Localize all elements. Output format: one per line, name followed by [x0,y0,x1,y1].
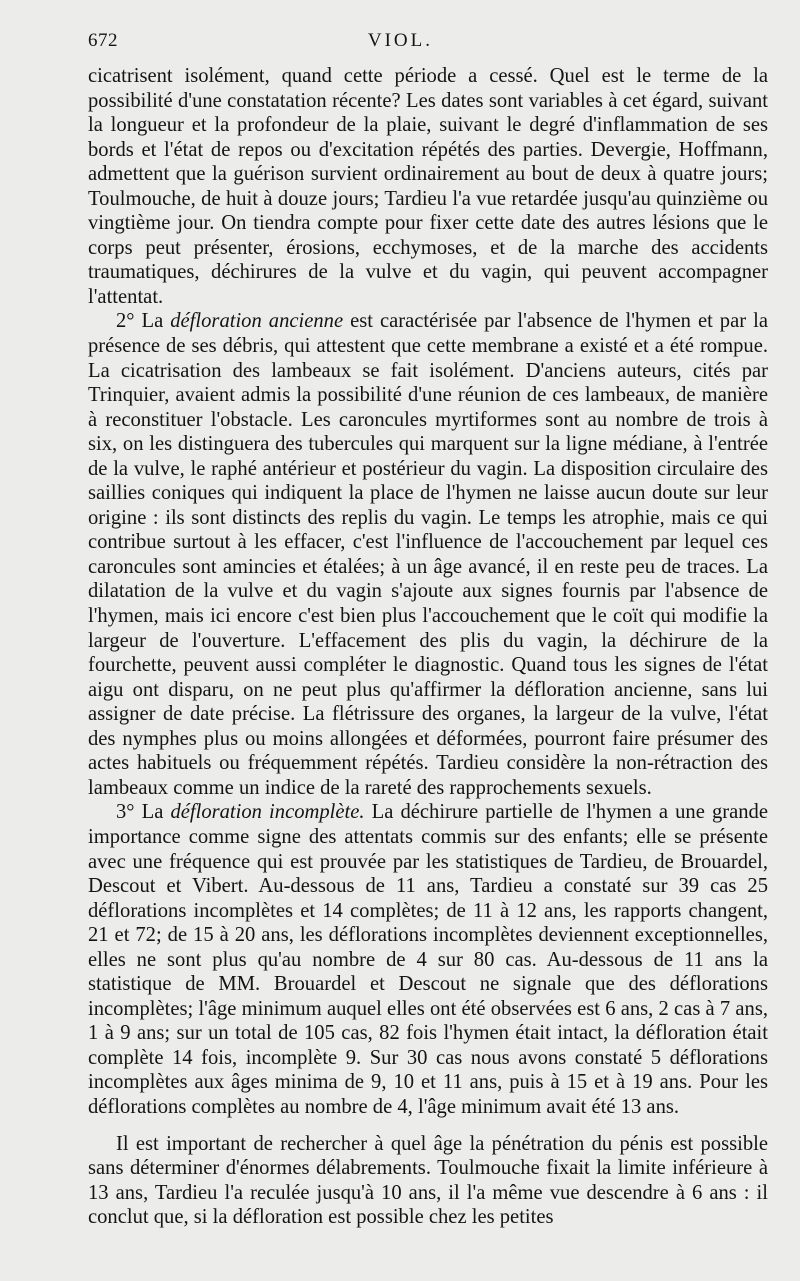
paragraph-incomplete-defloration [88,800,768,1119]
paragraph-continuation: cicatrisent isolément, quand cette période a cessé. Quel est le terme de la possibilité d'une constatation récente? Les dates sont variables à cet égard, suivant la longueur et la profondeur de la plaie, suivant le degré d'inflammation de ses bords et l'état de repos ou d'excitation répétés des parties. Devergie, Hoffmann, admettent que la guérison survient ordinairement au bout de deux à quatre jours; Toulmouche, de huit à douze jours; Tardieu l'a vue retardée jusqu'au quinzième ou vingtième jour. On tiendra compte pour fixer cette date des autres lésions que le corps peut présenter, érosions, ecchymoses, et de la marche des accidents traumatiques, déchirures de la vulve et du vagin, qui peuvent accompagner l'attentat. [88,65,768,308]
section-term: défloration incomplète. [170,801,365,824]
paragraph-text: est caractérisée par l'absence de l'hymen et par la présence de ses débris, qui attestent que cette membrane a existé et a été rompue. La cicatrisation des lambeaux se fait isolément. D'anciens auteurs, cités par Trinquier, avaient admis la possibilité d'une réunion de ces lambeaux, de manière à reconstituer l'obstacle. Les caroncules myrtiformes sont au nombre de trois à six, on les distinguera des tubercules qui marquent sur la ligne médiane, à l'entrée de la vulve, le raphé antérieur et postérieur du vagin. La disposition circulaire des saillies coniques qui indiquent la place de l'hymen ne laisse aucun doute sur leur origine : ils sont distincts des replis du vagin. Le temps les atrophie, mais ce qui contribue surtout à les effacer, c'est l'influence de l'accouchement par lequel ces caroncules sont amincies et étalées; à un âge avancé, il en reste peu de traces. La dilatation de la vulve et du vagin s'ajoute aux signes fournis par l'absence de l'hymen, mais ici encore c'est bien plus l'accouchement que le coït qui modifie la largeur de l'ouverture. L'effacement des plis du vagin, la déchirure de la fourchette, peuvent aussi compléter le diagnostic. Quand tous les signes de l'état aigu ont disparu, on ne peut plus qu'affirmer la défloration ancienne, sans lui assigner de date précise. La flétrissure des organes, la largeur de la vulve, l'état des nymphes plus ou moins allongées et déformées, pourront faire présumer des actes habituels ou fréquemment répétés. Tardieu considère la non-rétraction des lambeaux comme un indice de la rareté des rapprochements sexuels. [88,310,768,799]
paragraph-old-defloration [88,309,768,800]
section-number: 2° La [116,310,171,333]
section-term: défloration ancienne [170,310,344,333]
paragraph-age-penetration: Il est important de rechercher à quel âge la pénétration du pénis est possible sans déterminer d'énormes délabrements. Toulmouche fixait la limite inférieure à 13 ans, Tardieu l'a reculée jusqu'à 10 ans, il l'a même vue descendre à 6 ans : il conclut que, si la défloration est possible chez les petites [88,1132,768,1229]
section-number: 3° La [116,801,171,824]
paragraph-text: La déchirure partielle de l'hymen a une grande importance comme signe des attentats commis sur des enfants; elle se présente avec une fréquence qui est prouvée par les statistiques de Tardieu, de Brouardel, Descout et Vibert. Au-dessous de 11 ans, Tardieu a constaté sur 39 cas 25 déflorations incomplètes et 14 complètes; de 11 à 12 ans, les rapports changent, 21 et 72; de 15 à 20 ans, les déflorations incomplètes deviennent exceptionnelles, elles ne sont plus qu'au nombre de 4 sur 80 cas. Au-dessous de 11 ans la statistique de MM. Brouardel et Descout ne signale que des déflorations incomplètes; l'âge minimum auquel elles ont été observées est 6 ans, 2 cas à 7 ans, 1 à 9 ans; sur un total de 105 cas, 82 fois l'hymen était intact, la défloration était complète 14 fois, incomplète 9. Sur 30 cas nous avons constaté 5 déflorations incomplètes aux âges minima de 9, 10 et 11 ans, puis à 15 et à 19 ans. Pour les déflorations complètes au nombre de 4, l'âge minimum avait été 13 ans. [88,801,768,1118]
page-number: 672 [88,30,118,51]
body-text [88,64,768,1230]
page-header [88,30,768,64]
running-title: VIOL. [367,30,433,51]
